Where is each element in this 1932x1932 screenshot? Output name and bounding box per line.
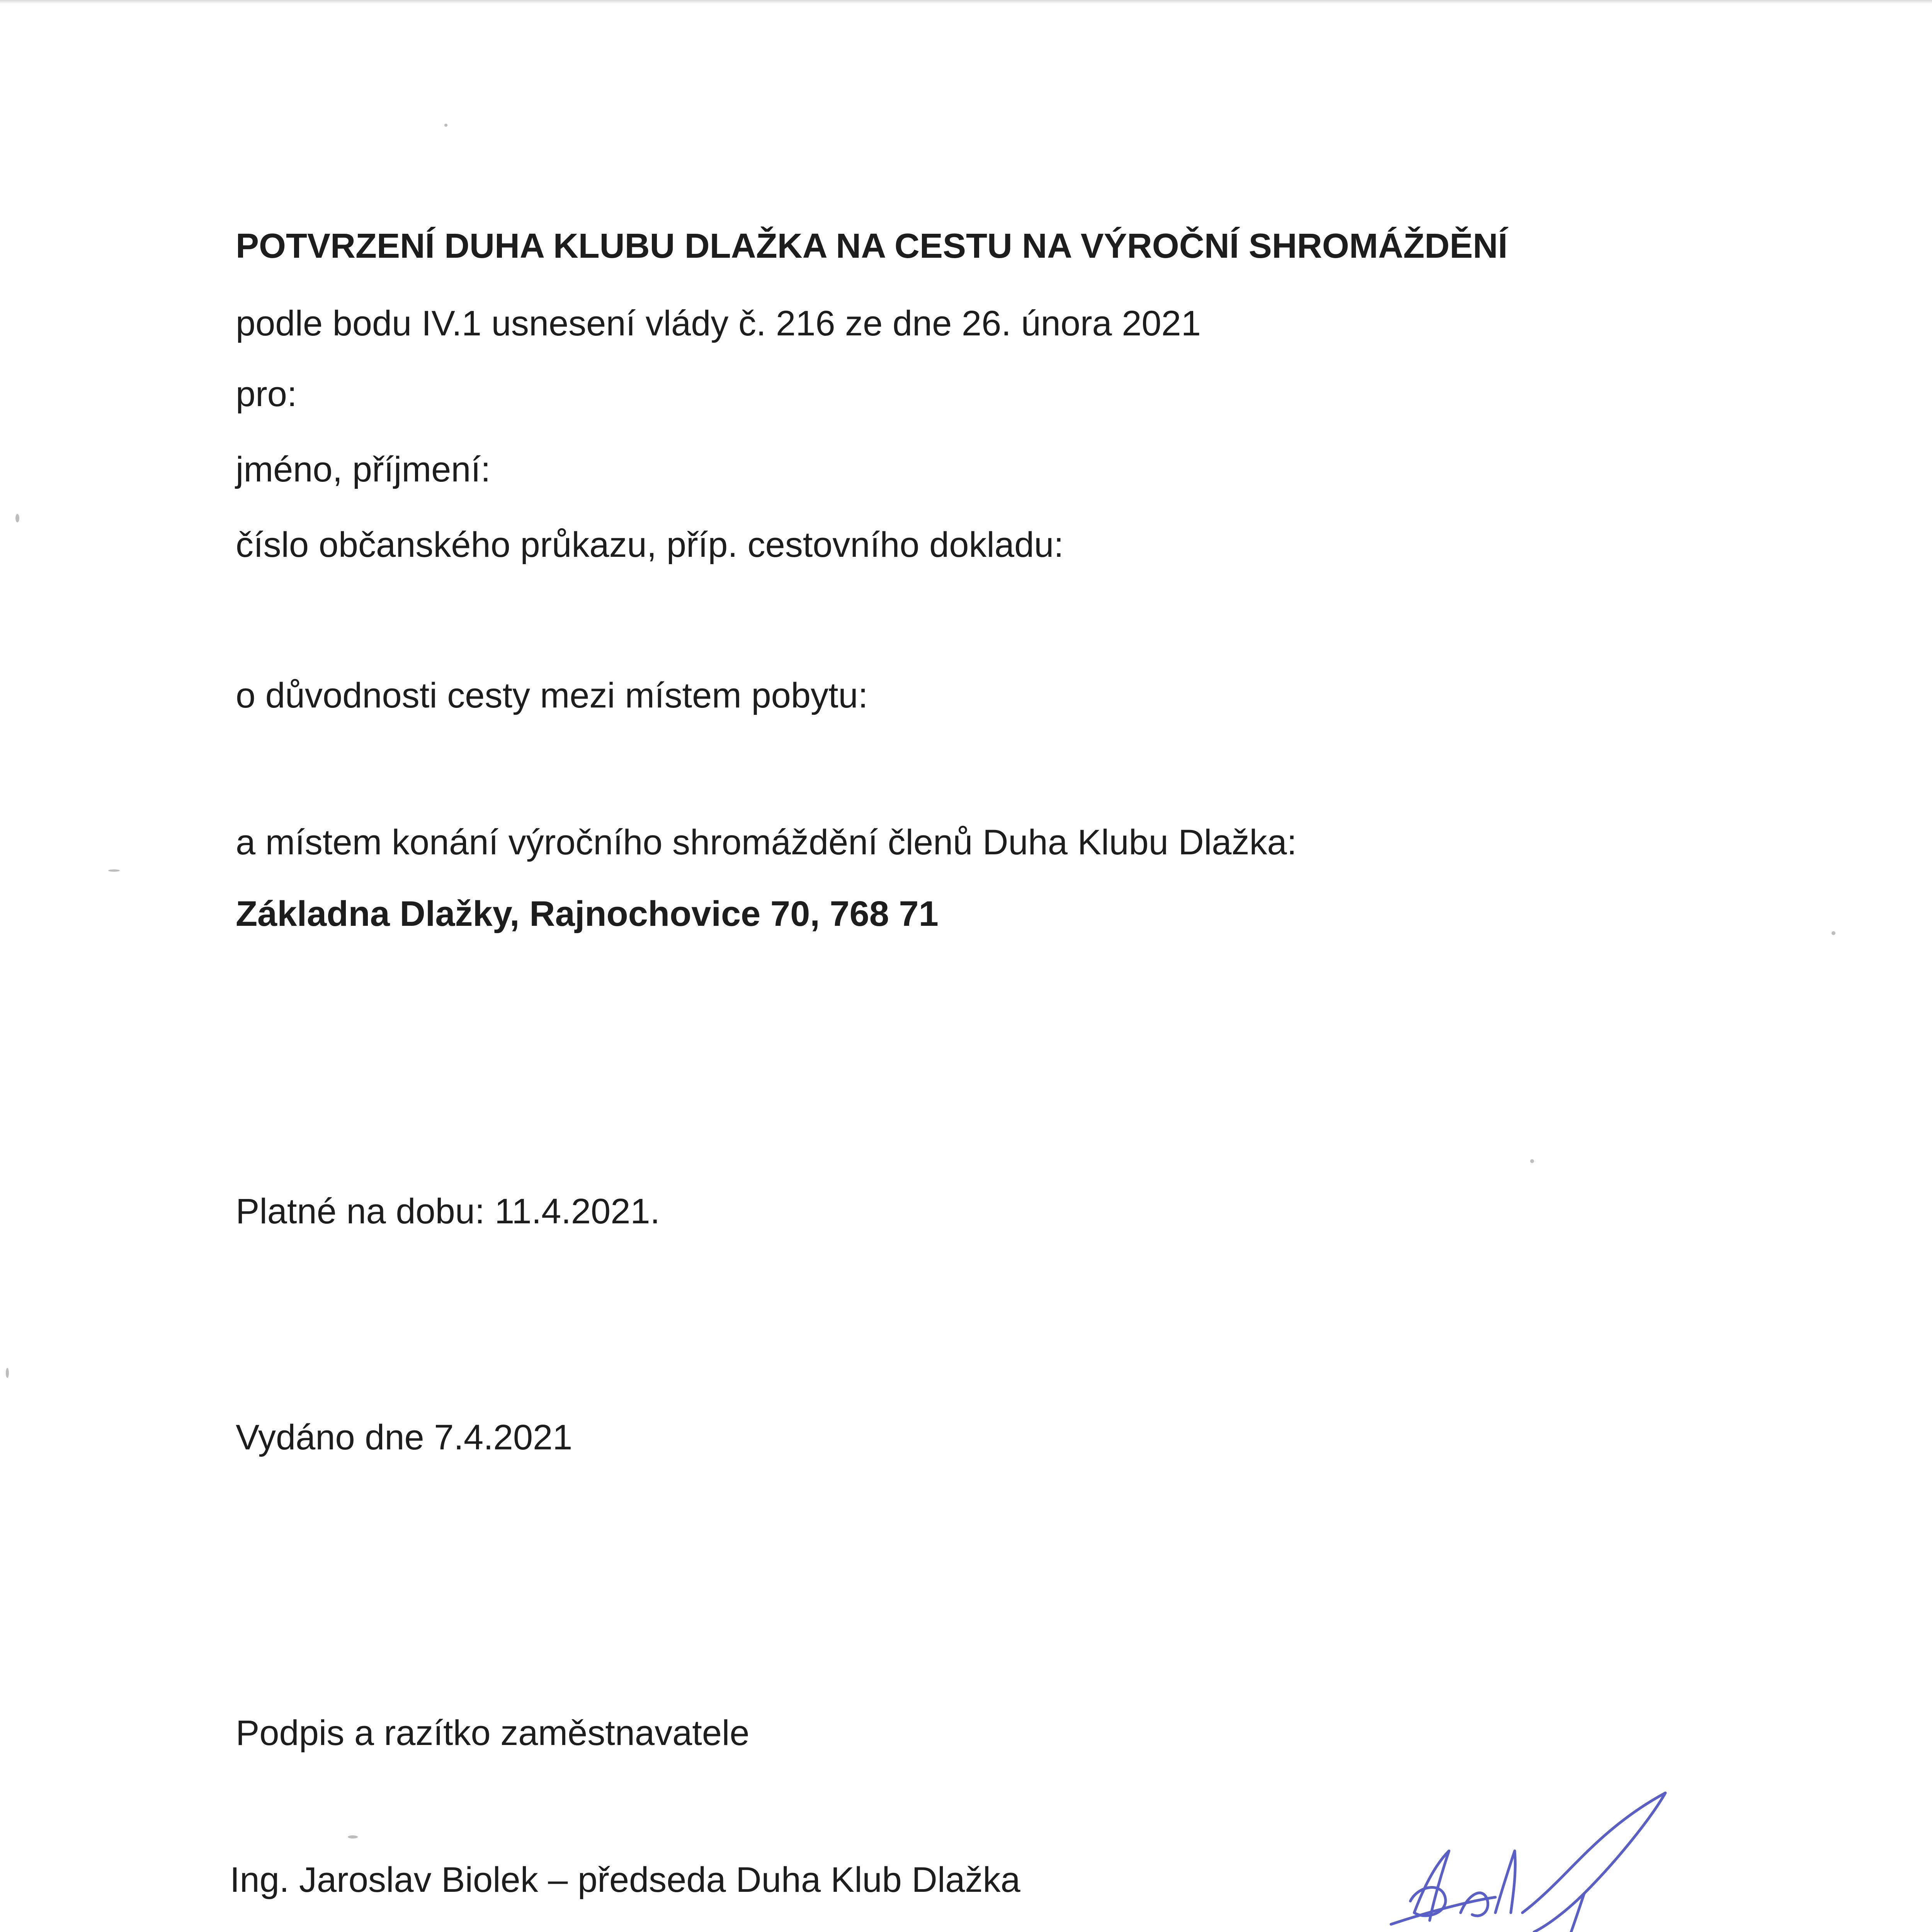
handwritten-signature	[1368, 1785, 1700, 1932]
validity-line: Platné na dobu: 11.4.2021.	[236, 1192, 660, 1231]
venue-address: Základna Dlažky, Rajnochovice 70, 768 71	[236, 894, 939, 934]
legal-basis: podle bodu IV.1 usnesení vlády č. 216 ze dne 26. února 2021	[236, 304, 1201, 343]
scan-speck	[1530, 1159, 1534, 1163]
scan-speck	[108, 869, 120, 872]
travel-reason-label: o důvodnosti cesty mezi místem pobytu:	[236, 676, 868, 715]
venue-label: a místem konání výročního shromáždění členů Duha Klubu Dlažka:	[236, 823, 1297, 862]
signer-name: Ing. Jaroslav Biolek – předseda Duha Klub Dlažka	[230, 1860, 1020, 1900]
id-document-label: číslo občanského průkazu, příp. cestovního dokladu:	[236, 525, 1064, 565]
issued-line: Vydáno dne 7.4.2021	[236, 1418, 573, 1457]
document-title: POTVRZENÍ DUHA KLUBU DLAŽKA NA CESTU NA VÝROČNÍ SHROMÁŽDĚNÍ	[236, 227, 1508, 265]
for-label: pro:	[236, 374, 297, 414]
scan-speck	[444, 124, 447, 127]
scan-speck	[348, 1835, 358, 1838]
scan-speck	[15, 514, 19, 522]
name-label: jméno, příjmení:	[236, 450, 491, 489]
signature-caption: Podpis a razítko zaměstnavatele	[236, 1713, 750, 1753]
scan-speck	[1832, 931, 1835, 935]
scan-edge	[0, 0, 1932, 4]
scan-speck	[6, 1368, 9, 1378]
